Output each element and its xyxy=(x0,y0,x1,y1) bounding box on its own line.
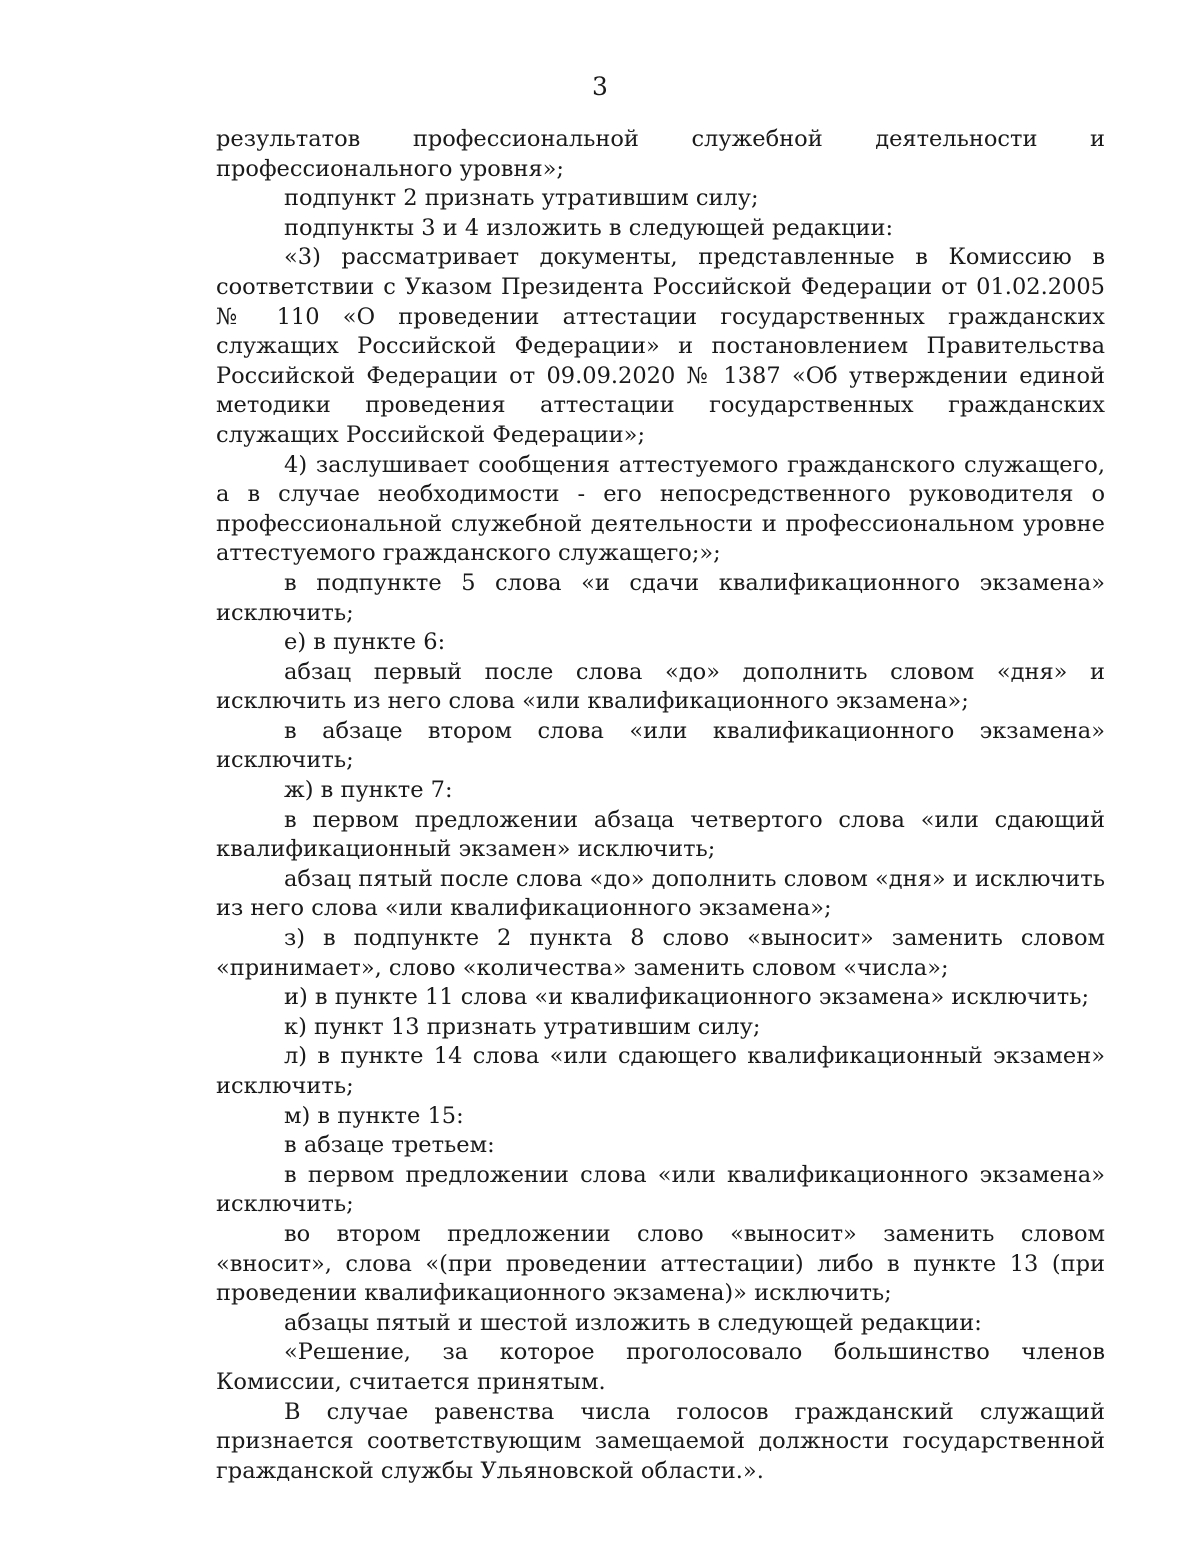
paragraph: ж) в пункте 7: xyxy=(284,777,453,804)
paragraph: подпункт 2 признать утратившим силу; xyxy=(284,185,759,212)
paragraph: «Решение, за которое проголосовало большинство членов Комиссии, считается принятым. xyxy=(216,1339,1105,1395)
page-number: 3 xyxy=(592,72,608,101)
paragraph: подпункты 3 и 4 изложить в следующей редакции: xyxy=(284,214,894,241)
paragraph: В случае равенства числа голосов гражданский служащий признается соответствующим замещаемой должности государственной гражданской службы Ульяновской области.». xyxy=(216,1398,1105,1484)
paragraph: в первом предложении абзаца четвертого слова «или сдающий квалификационный экзамен» исключить; xyxy=(216,806,1105,863)
paragraph: 4) заслушивает сообщения аттестуемого гражданского служащего, а в случае необходимости - его непосредственного руководителя о профессиональной служебной деятельности и профессиональном уровне аттестуемого гражданского служащего;»; xyxy=(216,451,1105,567)
paragraph: в абзаце третьем: xyxy=(284,1132,495,1159)
paragraph: е) в пункте 6: xyxy=(284,629,446,656)
paragraph: в абзаце втором слова «или квалификационного экзамена» исключить; xyxy=(216,717,1105,774)
paragraph: л) в пункте 14 слова «или сдающего квалификационный экзамен» исключить; xyxy=(216,1043,1105,1099)
paragraph: во втором предложении слово «выносит» заменить словом «вносит», слова «(при проведении аттестации) либо в пункте 13 (при проведении квалификационного экзамена)» исключить; xyxy=(216,1220,1105,1307)
paragraph: абзацы пятый и шестой изложить в следующей редакции: xyxy=(284,1309,982,1336)
paragraph: абзац первый после слова «до» дополнить словом «дня» и исключить из него слова «или квалификационного экзамена»; xyxy=(216,658,1105,715)
paragraph: в первом предложении слова «или квалификационного экзамена» исключить; xyxy=(216,1161,1105,1218)
paragraph: к) пункт 13 признать утратившим силу; xyxy=(284,1013,761,1040)
paragraph: в подпункте 5 слова «и сдачи квалификационного экзамена» исключить; xyxy=(216,569,1105,626)
paragraph: результатов профессиональной служебной деятельности и профессионального уровня»; xyxy=(216,126,1105,182)
document-body xyxy=(216,125,1105,1486)
paragraph: «3) рассматривает документы, представленные в Комиссию в соответствии с Указом Президента Российской Федерации от 01.02.2005 № 110 «О проведении аттестации государственных гражданских служащих Российской Федерации» и постановлением Правительства Российской Федерации от 09.09.2020 № 1387 «Об утверждении единой методики проведения аттестации государственных гражданских служащих Российской Федерации»; xyxy=(216,244,1105,448)
paragraph: и) в пункте 11 слова «и квалификационного экзамена» исключить; xyxy=(284,984,1090,1011)
paragraph: з) в подпункте 2 пункта 8 слово «выносит» заменить словом «принимает», слово «количества» заменить словом «числа»; xyxy=(216,925,1105,981)
paragraph: абзац пятый после слова «до» дополнить словом «дня» и исключить из него слова «или квалификационного экзамена»; xyxy=(216,865,1105,922)
paragraph: м) в пункте 15: xyxy=(284,1102,464,1129)
